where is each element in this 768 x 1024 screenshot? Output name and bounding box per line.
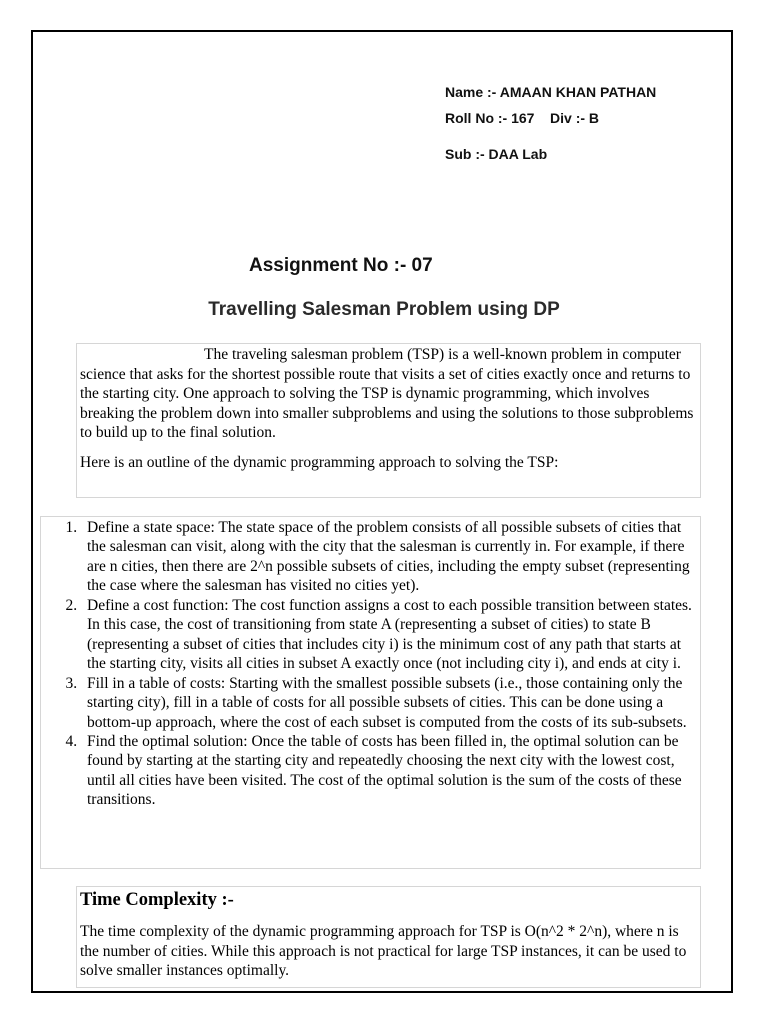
assignment-number: Assignment No :- 07 (249, 255, 433, 276)
intro-box (76, 343, 701, 498)
outline-paragraph: Here is an outline of the dynamic programming approach to solving the TSP: (80, 453, 559, 471)
list-item: 3. Fill in a table of costs: Starting with the smallest possible subsets (i.e., those containing only the starting city), fill in a table of costs for all possible subsets of cities. This can be done using a bottom-up approach, where the cost of each subset is computed from the costs of its sub-subsets. (81, 674, 694, 732)
student-name: Name :- AMAAN KHAN PATHAN (445, 84, 657, 100)
time-complexity-text: The time complexity of the dynamic programming approach for TSP is O(n^2 * 2^n), where n is the number of cities. While this approach is not practical for large TSP instances, it can be used to solve smaller instances optimally. (80, 923, 687, 980)
list-item: 2. Define a cost function: The cost function assigns a cost to each possible transition between states. In this case, the cost of transitioning from state A (representing a subset of cities) to state B (representing a subset of cities that includes city i) is the minimum cost of any path that starts at the starting city, visits all cities in subset A exactly once (not including city i), and ends at city i. (81, 596, 694, 674)
steps-box (40, 516, 701, 869)
document-title: Travelling Salesman Problem using DP (208, 299, 560, 320)
list-item: 4. Find the optimal solution: Once the table of costs has been filled in, the optimal solution can be found by starting at the starting city and repeatedly choosing the next city with the lowest cost, until all cities have been visited. The cost of the optimal solution is the sum of the costs of these transitions. (81, 732, 694, 810)
intro-paragraph: The traveling salesman problem (TSP) is a well-known problem in computer science that asks for the shortest possible route that visits a set of cities exactly once and returns to the starting city. One approach to solving the TSP is dynamic programming, which involves breaking the problem down into smaller subproblems and using the solutions to those subproblems to build up to the final solution. (80, 346, 694, 442)
time-complexity-heading: Time Complexity :- (80, 890, 234, 910)
subject: Sub :- DAA Lab (445, 146, 548, 162)
steps-list (49, 518, 694, 810)
list-item: 1. Define a state space: The state space of the problem consists of all possible subsets of cities that the salesman can visit, along with the city that the salesman is currently in. For example, if there are n cities, then there are 2^n possible subsets of cities, including the empty subset (representing the case where the salesman has visited no cities yet). (81, 518, 694, 596)
time-complexity-box (76, 886, 701, 988)
roll-and-division: Roll No :- 167 Div :- B (445, 110, 600, 126)
